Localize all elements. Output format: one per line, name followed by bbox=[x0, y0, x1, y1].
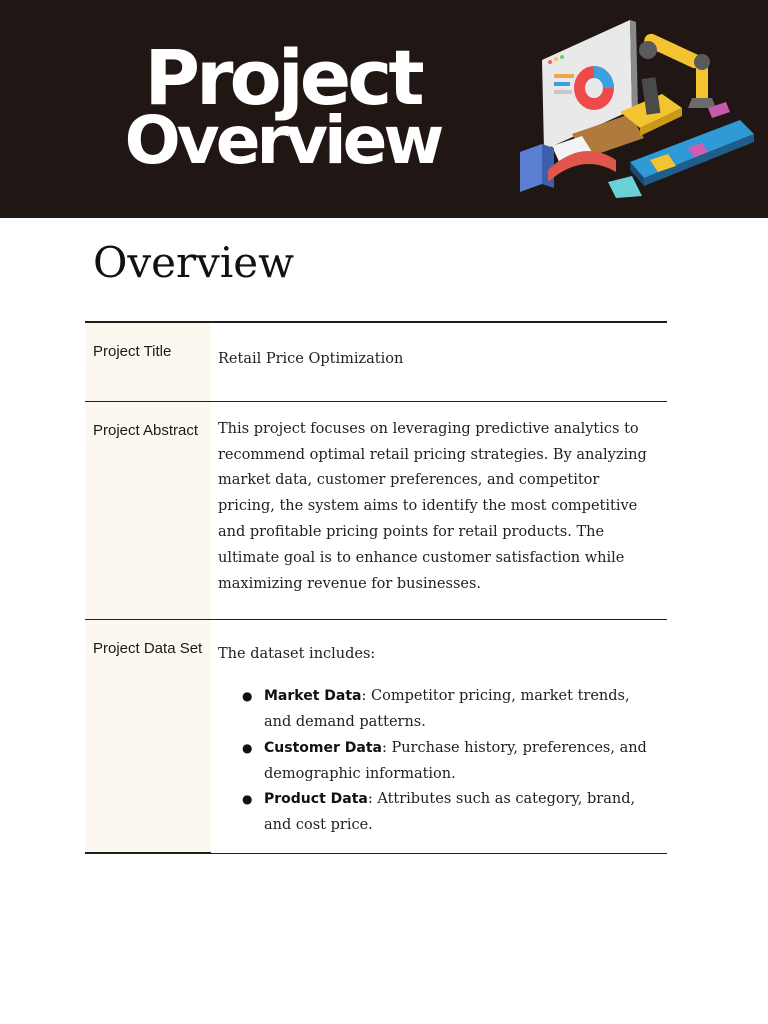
project-title-value: Retail Price Optimization bbox=[218, 351, 404, 367]
row-value bbox=[211, 620, 667, 854]
dashboard-robot-arm-illustration bbox=[512, 12, 762, 208]
robot-joint-shoulder bbox=[639, 41, 657, 59]
bullet-term: Customer Data bbox=[264, 739, 382, 756]
project-info-table bbox=[85, 321, 667, 854]
row-label: Project Data Set bbox=[85, 620, 211, 854]
table-row-project-data-set bbox=[85, 620, 667, 854]
row-value bbox=[211, 401, 667, 620]
table-row-project-abstract bbox=[85, 401, 667, 620]
screen-bar-2 bbox=[554, 82, 570, 86]
header-banner bbox=[0, 0, 768, 218]
list-item bbox=[264, 787, 659, 839]
list-item bbox=[264, 684, 659, 736]
window-dot-yellow bbox=[554, 57, 558, 61]
robot-joint-elbow bbox=[694, 54, 710, 70]
dataset-intro: The dataset includes: bbox=[218, 646, 376, 663]
section-heading: Overview bbox=[93, 238, 295, 287]
bullet-term: Product Data bbox=[264, 791, 368, 808]
dataset-list bbox=[218, 684, 659, 839]
bullet-text: : Competitor pricing, market trends, and demand patterns. bbox=[264, 688, 630, 730]
project-abstract-text: This project focuses on leveraging predictive analytics to recommend optimal retail pricing strategies. By analyzing market data, customer preferences, and competitor pricing, the system aims to identify the most competitive and profitable pricing points for retail products. The ultimate goal is to enhance customer satisfaction while maximizing revenue for businesses. bbox=[218, 420, 647, 592]
row-value bbox=[211, 322, 667, 401]
screen-bar-1 bbox=[554, 74, 574, 78]
list-item bbox=[264, 736, 659, 788]
bullet-text: : Purchase history, preferences, and demographic information. bbox=[264, 739, 647, 782]
teal-tile bbox=[608, 176, 642, 198]
bullet-text: : Attributes such as category, brand, and cost price. bbox=[264, 791, 636, 834]
screen-bar-3 bbox=[554, 90, 572, 94]
banner-title-line-1: Project bbox=[144, 33, 421, 122]
blue-cube-front bbox=[520, 144, 542, 192]
table-row-project-title bbox=[85, 322, 667, 401]
donut-chart-hole bbox=[585, 78, 603, 98]
bullet-term: Market Data bbox=[264, 688, 362, 705]
window-dot-red bbox=[548, 60, 552, 64]
window-dot-green bbox=[560, 55, 564, 59]
row-label: Project Title bbox=[85, 322, 211, 401]
banner-title-line-2: Overview bbox=[124, 102, 441, 179]
row-label: Project Abstract bbox=[85, 401, 211, 620]
robot-gripper bbox=[688, 98, 716, 108]
